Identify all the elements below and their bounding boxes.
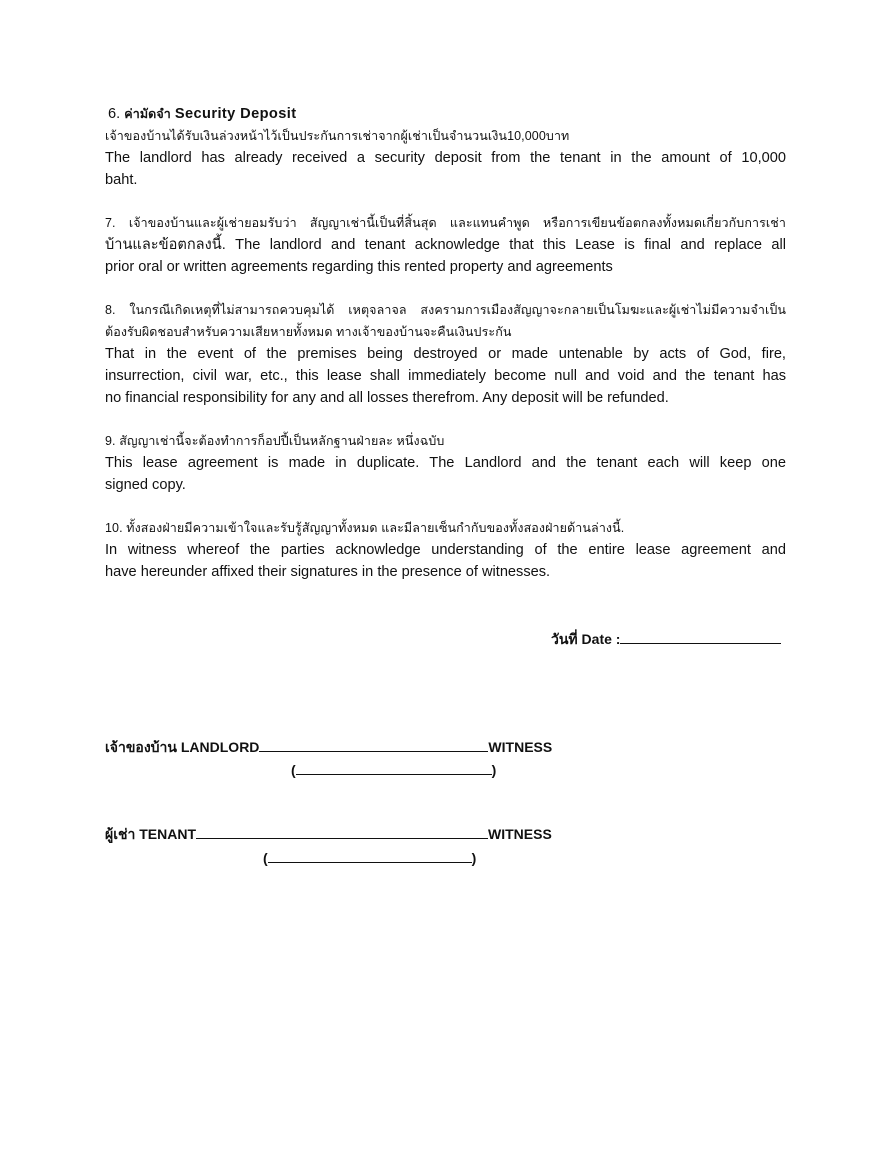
landlord-name-blank: [296, 761, 492, 775]
tenant-paren-open: (: [263, 850, 268, 866]
section-8-line: 8. ในกรณีเกิดเหตุที่ไม่สามารถควบคุมได้ เหตุจลาจล สงครามการเมืองสัญญาจะกลายเป็นโมฆะและผู้เช่าไม่มีความจำเป็น: [105, 303, 786, 317]
section-6-line: The landlord has already received a security deposit from the tenant in the amount of 10,000: [105, 150, 786, 166]
section-7-line: บ้านและข้อตกลงนี้. The landlord and tenant acknowledge that this Lease is final and replace all: [105, 237, 786, 253]
date-field: [551, 629, 781, 649]
section-6-line: baht.: [105, 172, 138, 188]
tenant-paren-close: ): [471, 850, 477, 866]
tenant-label: ผู้เช่า TENANT: [105, 826, 197, 842]
section-6: [105, 103, 786, 191]
section-8-line: ต้องรับผิดชอบสำหรับความเสียหายทั้งหมด ทางเจ้าของบ้านจะคืนเงินประกัน: [105, 325, 512, 339]
tenant-witness-label: WITNESS: [488, 826, 552, 842]
section-6-title-en: Security Deposit: [174, 106, 297, 122]
landlord-name-parenthesis: [291, 760, 496, 780]
section-8: [105, 299, 786, 409]
section-9-line: This lease agreement is made in duplicate. The Landlord and the tenant each will keep one: [105, 455, 786, 471]
section-6-heading: [105, 103, 786, 125]
section-10: [105, 517, 786, 583]
section-6-line: เจ้าของบ้านได้รับเงินล่วงหน้าไว้เป็นประกันการเช่าจากผู้เช่าเป็นจำนวนเงิน10,000บาท: [105, 129, 570, 143]
section-6-number: 6.: [108, 106, 121, 122]
section-6-title-thai: ค่ามัดจำ: [124, 107, 171, 121]
tenant-signature-line: [105, 824, 552, 844]
landlord-witness-label: WITNESS: [488, 739, 553, 755]
section-10-line: 10. ทั้งสองฝ่ายมีความเข้าใจและรับรู้สัญญาทั้งหมด และมีลายเซ็นกำกับของทั้งสองฝ่ายด้านล่างนี้.: [105, 521, 625, 535]
landlord-paren-open: (: [291, 762, 296, 778]
section-8-line: no financial responsibility for any and all losses therefrom. Any deposit will be refunded.: [105, 390, 669, 406]
section-9-line: 9. สัญญาเช่านี้จะต้องทำการก็อปปี้เป็นหลักฐานฝ่ายละ หนึ่งฉบับ: [105, 434, 445, 448]
section-10-line: have hereunder affixed their signatures in the presence of witnesses.: [105, 564, 551, 580]
landlord-paren-close: ): [491, 762, 497, 778]
date-label: วันที่ Date :: [551, 631, 621, 647]
section-9: [105, 430, 786, 496]
section-8-line: insurrection, civil war, etc., this lease shall immediately become null and void and the tenant has: [105, 368, 786, 384]
tenant-name-parenthesis: [263, 848, 476, 868]
section-8-line: That in the event of the premises being destroyed or made untenable by acts of God, fire,: [105, 346, 786, 362]
section-7-line: prior oral or written agreements regarding this rented property and agreements: [105, 259, 613, 275]
landlord-signature-line: [105, 737, 552, 757]
tenant-blank-line: [196, 825, 488, 839]
tenant-name-blank: [268, 849, 472, 863]
section-7-line: 7. เจ้าของบ้านและผู้เช่ายอมรับว่า สัญญาเช่านี้เป็นที่สิ้นสุด และแทนคำพูด หรือการเขียนข้อตกลงทั้งหมดเกี่ยวกับการเช่า: [105, 216, 786, 230]
landlord-label: เจ้าของบ้าน LANDLORD: [105, 739, 260, 755]
date-blank-line: [620, 630, 781, 644]
section-7: [105, 212, 786, 278]
landlord-blank-line: [259, 738, 488, 752]
section-9-line: signed copy.: [105, 477, 186, 493]
section-10-line: In witness whereof the parties acknowledge understanding of the entire lease agreement and: [105, 542, 786, 558]
